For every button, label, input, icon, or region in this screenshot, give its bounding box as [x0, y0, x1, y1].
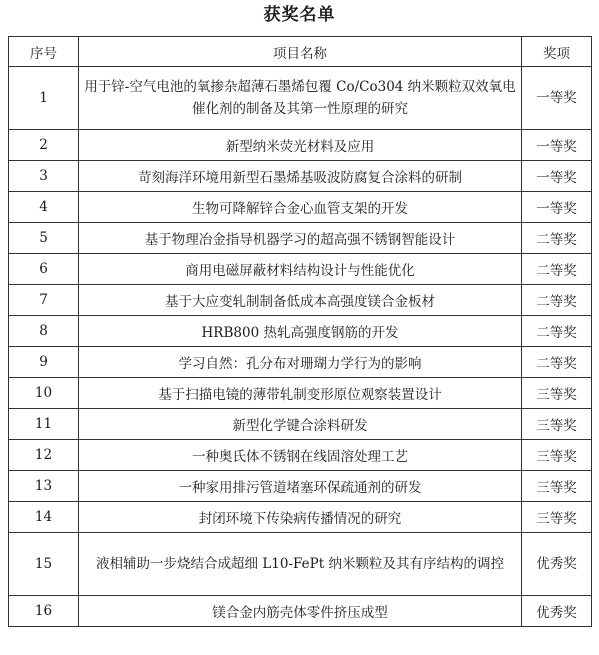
table-row [9, 347, 592, 378]
award-level: 一等奖 [522, 67, 592, 130]
row-number: 9 [9, 347, 79, 378]
table-row [9, 533, 592, 596]
row-number: 14 [9, 502, 79, 533]
table-header-row [9, 37, 592, 67]
award-level: 三等奖 [522, 502, 592, 533]
header-project-name: 项目名称 [79, 37, 522, 67]
table-row [9, 471, 592, 502]
project-name: 一种家用排污管道堵塞环保疏通剂的研发 [79, 471, 522, 502]
row-number: 10 [9, 378, 79, 409]
project-name: 生物可降解锌合金心血管支架的开发 [79, 192, 522, 223]
table-row [9, 130, 592, 161]
award-level: 优秀奖 [522, 533, 592, 596]
project-name: 一种奥氏体不锈钢在线固溶处理工艺 [79, 440, 522, 471]
table-row [9, 440, 592, 471]
table-row [9, 254, 592, 285]
table-row [9, 378, 592, 409]
project-name: 商用电磁屏蔽材料结构设计与性能优化 [79, 254, 522, 285]
header-serial-number: 序号 [9, 37, 79, 67]
table-row [9, 67, 592, 130]
project-name: HRB800 热轧高强度钢筋的开发 [79, 316, 522, 347]
table-row [9, 285, 592, 316]
row-number: 8 [9, 316, 79, 347]
table-row [9, 596, 592, 627]
award-level: 一等奖 [522, 192, 592, 223]
project-name: 基于大应变轧制制备低成本高强度镁合金板材 [79, 285, 522, 316]
award-table [8, 36, 592, 627]
award-level: 三等奖 [522, 409, 592, 440]
row-number: 16 [9, 596, 79, 627]
award-level: 一等奖 [522, 161, 592, 192]
project-name: 新型化学键合涂料研发 [79, 409, 522, 440]
page-title: 获奖名单 [263, 5, 336, 25]
row-number: 5 [9, 223, 79, 254]
table-row [9, 223, 592, 254]
project-name: 苛刻海洋环境用新型石墨烯基吸波防腐复合涂料的研制 [79, 161, 522, 192]
award-level: 二等奖 [522, 254, 592, 285]
project-name: 学习自然：孔分布对珊瑚力学行为的影响 [79, 347, 522, 378]
project-name: 基于扫描电镜的薄带轧制变形原位观察装置设计 [79, 378, 522, 409]
row-number: 13 [9, 471, 79, 502]
award-level: 优秀奖 [522, 596, 592, 627]
row-number: 6 [9, 254, 79, 285]
award-level: 二等奖 [522, 285, 592, 316]
table-row [9, 316, 592, 347]
award-level: 一等奖 [522, 130, 592, 161]
project-name: 封闭环境下传染病传播情况的研究 [79, 502, 522, 533]
project-name: 用于锌-空气电池的氧掺杂超薄石墨烯包覆 Co/Co304 纳米颗粒双效氧电催化剂的制备及其第一性原理的研究 [79, 67, 522, 130]
award-level: 三等奖 [522, 378, 592, 409]
table-row [9, 502, 592, 533]
project-name: 新型纳米荧光材料及应用 [79, 130, 522, 161]
award-level: 二等奖 [522, 316, 592, 347]
project-name: 基于物理冶金指导机器学习的超高强不锈钢智能设计 [79, 223, 522, 254]
award-level: 二等奖 [522, 347, 592, 378]
award-level: 二等奖 [522, 223, 592, 254]
row-number: 11 [9, 409, 79, 440]
award-level: 三等奖 [522, 440, 592, 471]
row-number: 15 [9, 533, 79, 596]
table-row [9, 192, 592, 223]
row-number: 1 [9, 67, 79, 130]
award-level: 三等奖 [522, 471, 592, 502]
table-row [9, 161, 592, 192]
project-name: 液相辅助一步烧结合成超细 L10-FePt 纳米颗粒及其有序结构的调控 [79, 533, 522, 596]
header-award: 奖项 [522, 37, 592, 67]
row-number: 2 [9, 130, 79, 161]
project-name: 镁合金内筋壳体零件挤压成型 [79, 596, 522, 627]
row-number: 3 [9, 161, 79, 192]
table-row [9, 409, 592, 440]
row-number: 7 [9, 285, 79, 316]
row-number: 12 [9, 440, 79, 471]
row-number: 4 [9, 192, 79, 223]
